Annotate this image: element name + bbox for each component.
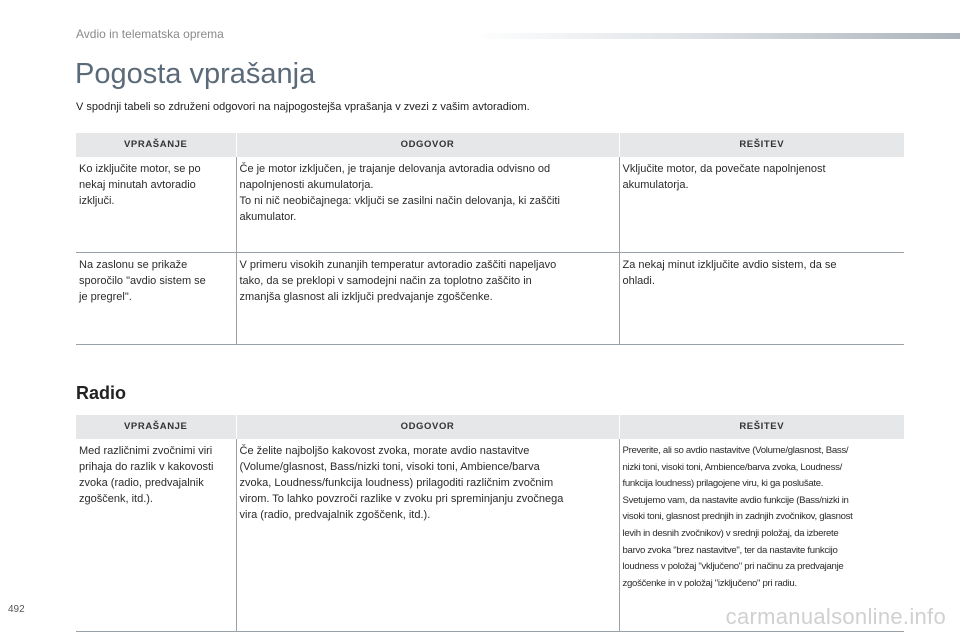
- column-header-question: VPRAŠANJE: [76, 133, 236, 157]
- table-row: [76, 439, 904, 632]
- text-line: zgoščenke in v položaj "izključeno" pri radiu.: [622, 577, 797, 589]
- text-line: (Volume/glasnost, Bass/nizki toni, visoki toni, Ambience/barva: [239, 461, 540, 473]
- text-line: zvoka, Loudness/funkcija loudness) prilagoditi različnim zvočnim: [239, 477, 554, 489]
- text-line: visoki toni, glasnost prednjih in zadnjih zvočnikov, glasnost: [622, 511, 853, 523]
- question-cell: [76, 157, 236, 253]
- text-line: Na zaslonu se prikaže: [79, 259, 188, 271]
- text-line: barvo zvoka "brez nastavitve", ter da nastavite funkcijo: [622, 544, 838, 556]
- text-line: akumulator.: [239, 211, 297, 223]
- answer-cell: [236, 439, 619, 632]
- intro-paragraph: V spodnji tabeli so združeni odgovori na najpogostejša vprašanja v zvezi z vašim avtoradiom.: [76, 101, 530, 113]
- header-decorative-bar: [470, 33, 960, 39]
- text-line: nekaj minutah avtoradio: [79, 179, 196, 191]
- table-header-row: [76, 415, 904, 439]
- running-header: Avdio in telematska oprema: [76, 27, 224, 41]
- text-line: sporočilo "avdio sistem se: [79, 275, 206, 287]
- table-header-row: [76, 133, 904, 157]
- text-line: funkcija loudness) prilagojene viru, ki ga poslušate.: [622, 478, 824, 490]
- text-line: Če je motor izključen, je trajanje delovanja avtoradia odvisno od: [239, 163, 551, 175]
- question-cell: [76, 439, 236, 632]
- text-line: loudness v položaj "vključeno" pri načinu za predvajanje: [622, 561, 844, 573]
- question-cell: [76, 253, 236, 345]
- text-line: zgoščenk, itd.).: [79, 493, 153, 505]
- text-line: akumulatorja.: [622, 179, 689, 191]
- text-line: prihaja do razlik v kakovosti: [79, 461, 214, 473]
- solution-cell: [619, 253, 904, 345]
- text-line: vira (radio, predvajalnik zgoščenk, itd.).: [239, 509, 431, 521]
- table-row: [76, 157, 904, 253]
- column-header-answer: ODGOVOR: [236, 415, 619, 439]
- text-line: zmanjša glasnost ali izključi predvajanje zgoščenke.: [239, 291, 493, 303]
- column-header-solution: REŠITEV: [619, 415, 904, 439]
- text-line: Svetujemo vam, da nastavite avdio funkcije (Bass/nizki in: [622, 494, 849, 506]
- text-line: Vključite motor, da povečate napolnjenost: [622, 163, 826, 175]
- solution-cell: [619, 157, 904, 253]
- answer-cell: [236, 157, 619, 253]
- text-line: Ko izključite motor, se po: [79, 163, 201, 175]
- column-header-question: VPRAŠANJE: [76, 415, 236, 439]
- text-line: nizki toni, visoki toni, Ambience/barva zvoka, Loudness/: [622, 461, 842, 473]
- page-number: 492: [8, 604, 25, 615]
- table-row: [76, 253, 904, 345]
- text-line: To ni nič neobičajnega: vključi se zasilni način delovanja, ki zaščiti: [239, 195, 560, 207]
- column-header-answer: ODGOVOR: [236, 133, 619, 157]
- watermark: carmanualsonline.info: [725, 604, 946, 629]
- text-line: Za nekaj minut izključite avdio sistem, da se: [622, 259, 837, 271]
- text-line: tako, da se preklopi v samodejni način za toplotno zaščito in: [239, 275, 532, 287]
- solution-cell: [619, 439, 904, 632]
- text-line: Med različnimi zvočnimi viri: [79, 445, 213, 457]
- text-line: je pregrel".: [79, 291, 132, 303]
- text-line: ohladi.: [622, 275, 655, 287]
- text-line: zvoka (radio, predvajalnik: [79, 477, 204, 489]
- text-line: levih in desnih zvočnikov) v srednji položaj, da izberete: [622, 527, 839, 539]
- text-line: virom. To lahko povzroči razlike v zvoku pri spreminjanju zvočnega: [239, 493, 564, 505]
- text-line: V primeru visokih zunanjih temperatur avtoradio zaščiti napeljavo: [239, 259, 557, 271]
- column-header-solution: REŠITEV: [619, 133, 904, 157]
- faq-table: [76, 133, 904, 345]
- text-line: izključi.: [79, 195, 115, 207]
- text-line: Če želite najboljšo kakovost zvoka, morate avdio nastavitve: [239, 445, 530, 457]
- answer-cell: [236, 253, 619, 345]
- text-line: napolnjenosti akumulatorja.: [239, 179, 374, 191]
- page-title: Pogosta vprašanja: [75, 58, 316, 90]
- section-title-radio: Radio: [76, 383, 127, 403]
- radio-faq-table: [76, 415, 904, 632]
- text-line: Preverite, ali so avdio nastavitve (Volume/glasnost, Bass/: [622, 445, 849, 456]
